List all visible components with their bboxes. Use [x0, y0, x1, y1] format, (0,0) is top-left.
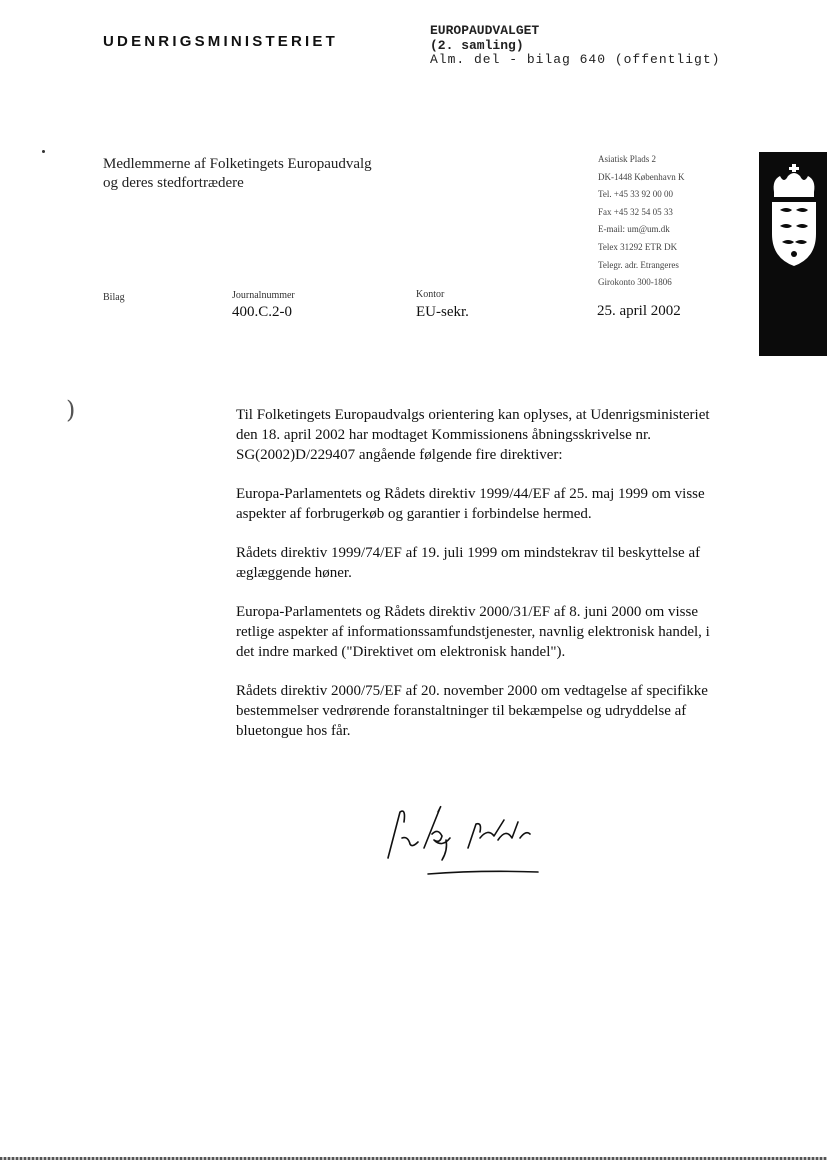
appendix-stamp: Alm. del - bilag 640 (offentligt) [430, 52, 721, 67]
body-paragraph: Rådets direktiv 1999/74/EF af 19. juli 1999 om mindstekrav til beskyttelse af æglæggende høner. [236, 545, 701, 581]
address-block [598, 151, 684, 292]
letter-body [236, 405, 730, 760]
recipient-line: Medlemmerne af Folketingets Europaudvalg [103, 156, 372, 172]
journal-label: Journalnummer [232, 290, 295, 301]
address-line: E-mail: um@um.dk [598, 224, 670, 235]
page-bottom-edge [0, 1157, 827, 1160]
handwritten-signature [380, 798, 580, 888]
address-line: DK-1448 København K [598, 171, 685, 182]
punch-hole-mark: ) [66, 396, 76, 424]
address-line: Asiatisk Plads 2 [598, 154, 657, 164]
address-line: Girokonto 300-1806 [598, 277, 672, 288]
journal-number: 400.C.2-0 [232, 304, 292, 320]
crown-crest-icon [768, 162, 820, 270]
session-stamp: (2. samling) [430, 38, 524, 53]
recipient-line: og deres stedfortrædere [103, 175, 244, 191]
committee-stamp: EUROPAUDVALGET [430, 23, 540, 38]
address-line: Telegr. adr. Etrangeres [598, 259, 679, 270]
body-paragraph: Europa-Parlamentets og Rådets direktiv 1999/44/EF af 25. maj 1999 om visse aspekter af forbrugerkøb og garantier i forbindelse hermed. [236, 486, 705, 522]
address-line: Telex 31292 ETR DK [598, 241, 678, 252]
kontor-label: Kontor [416, 289, 445, 300]
recipient-block [103, 155, 372, 193]
letter-date: 25. april 2002 [597, 303, 681, 319]
body-paragraph: Europa-Parlamentets og Rådets direktiv 2000/31/EF af 8. juni 2000 om visse retlige aspekter af informationssamfundstjenester, navnlig elektronisk handel, i det indre marked ("Direktivet om elektronisk handel"). [236, 604, 710, 660]
bilag-label: Bilag [103, 292, 125, 303]
ministry-name: UDENRIGSMINISTERIET [103, 33, 338, 50]
office-value: EU-sekr. [416, 304, 469, 320]
margin-dot [42, 150, 45, 153]
body-paragraph: Rådets direktiv 2000/75/EF af 20. november 2000 om vedtagelse af specifikke bestemmelser vedrørende foranstaltninger til bekæmpelse og udryddelse af bluetongue hos får. [236, 683, 708, 739]
address-line: Fax +45 32 54 05 33 [598, 206, 673, 217]
address-line: Tel. +45 33 92 00 00 [598, 189, 673, 200]
body-paragraph: Til Folketingets Europaudvalgs orientering kan oplyses, at Udenrigsministeriet den 18. april 2002 har modtaget Kommissionens åbningsskrivelse nr. SG(2002)D/229407 angående følgende fire direktiver: [236, 407, 710, 463]
